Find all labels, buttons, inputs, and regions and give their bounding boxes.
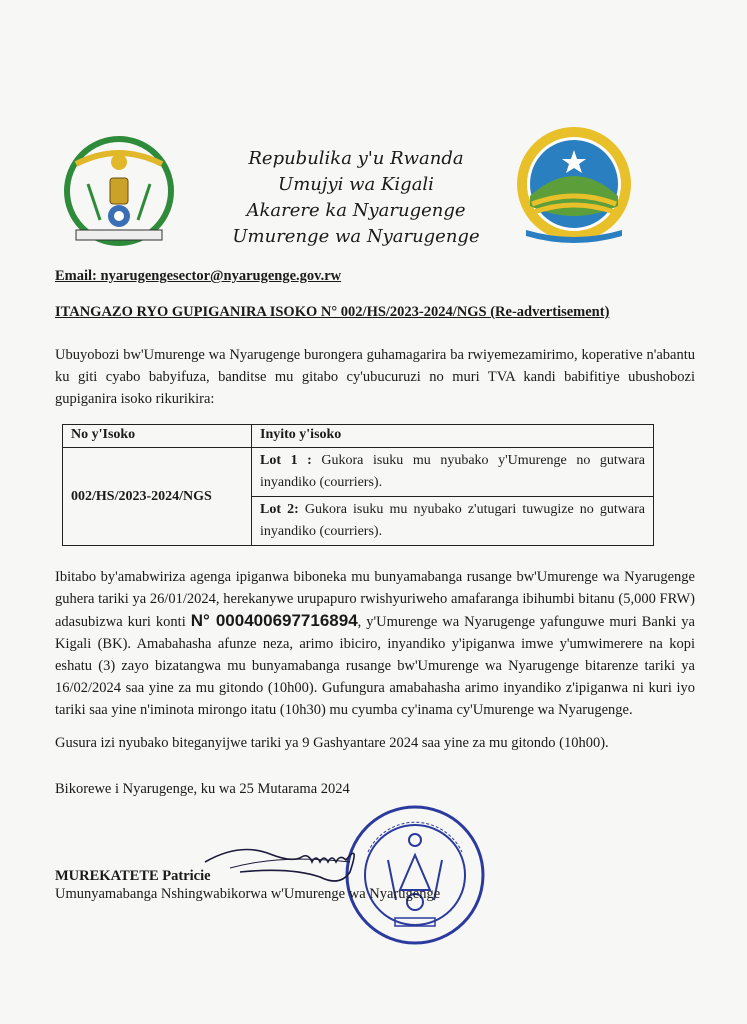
- tender-number: 002/HS/2023-2024/NGS: [63, 448, 252, 546]
- table-header-row: [63, 425, 654, 448]
- signatory-title: Umunyamabanga Nshingwabikorwa w'Umurenge wa Nyarugenge: [55, 886, 441, 902]
- lot-2-text: Gukora isuku mu nyubako z'utugari tuwugize no gutwara inyandiko (courriers).: [260, 502, 645, 539]
- tender-table: [62, 424, 654, 546]
- header-country: Repubulika y'u Rwanda: [248, 148, 464, 169]
- account-number: N° 000400697716894: [190, 611, 358, 630]
- handwritten-signature-icon: [200, 832, 400, 892]
- signatory-name: MUREKATETE Patricie: [55, 868, 211, 884]
- lot-2-cell: [252, 497, 654, 546]
- city-of-kigali-emblem-icon: [510, 126, 638, 246]
- rwanda-coat-of-arms-icon: [58, 134, 180, 248]
- details-text-start: Ibitabo by'amabwiriza agenga ipiganwa biboneka mu bunyamabanga rusange bw'Umurenge wa Nyarugenge guhera tariki ya 26/01/2024, herekanywe urupapuro rwishyuriweho amafaranga ibihumbi bitanu (5,000 FRW) adasubizwa kuri konti: [55, 569, 695, 630]
- place-date-line: Bikorewe i Nyarugenge, ku wa 25 Mutarama 2024: [55, 781, 350, 797]
- table-header-title: Inyito y'isoko: [252, 425, 654, 448]
- details-paragraph: [55, 566, 695, 721]
- table-header-no: No y'Isoko: [63, 425, 252, 448]
- header-block: [226, 146, 486, 250]
- header-district: Akarere ka Nyarugenge: [246, 200, 466, 221]
- header-sector: Umurenge wa Nyarugenge: [232, 226, 480, 247]
- lot-1-cell: [252, 448, 654, 497]
- notice-title: ITANGAZO RYO GUPIGANIRA ISOKO N° 002/HS/2023-2024/NGS (Re-advertisement): [55, 304, 610, 320]
- intro-paragraph: Ubuyobozi bw'Umurenge wa Nyarugenge burongera guhamagarira ba rwiyemezamirimo, koperative n'abantu ku giti cyabo babyifuza, banditse mu gitabo cy'ubucuruzi no muri TVA kandi babifitiye ubushobozi gupiganira isoko rikurikira:: [55, 347, 695, 407]
- lot-1-text: Gukora isuku mu nyubako y'Umurenge no gutwara inyandiko (courriers).: [260, 453, 645, 490]
- table-row: [63, 448, 654, 497]
- lot-1-label: Lot 1 :: [260, 453, 312, 468]
- visit-paragraph: Gusura izi nyubako biteganyijwe tariki ya 9 Gashyantare 2024 saa yine za mu gitondo (10h00).: [55, 735, 609, 751]
- header-city: Umujyi wa Kigali: [278, 174, 434, 195]
- email-line: Email: nyarugengesector@nyarugenge.gov.rw: [55, 268, 342, 284]
- lot-2-label: Lot 2:: [260, 502, 299, 517]
- details-text-end: , y'Umurenge wa Nyarugenge yafunguwe muri Banki ya Kigali (BK). Amabahasha afunze neza, arimo ibiciro, inyandiko y'ipiganwa imwe y'umwimerere na kopi eshatu (3) zayo bizatangwa mu bunyamabanga rusange bw'Umurenge wa Nyarugenge bitarenze tariki ya 16/02/2024 saa yine za mu gitondo (10h00). Gufungura amabahasha arimo inyandiko z'ipiganwa ni kuri iyo tariki saa yine n'iminota mirongo itatu (10h30) mu cyumba cy'inama cy'Umurenge wa Nyarugenge.: [55, 614, 695, 718]
